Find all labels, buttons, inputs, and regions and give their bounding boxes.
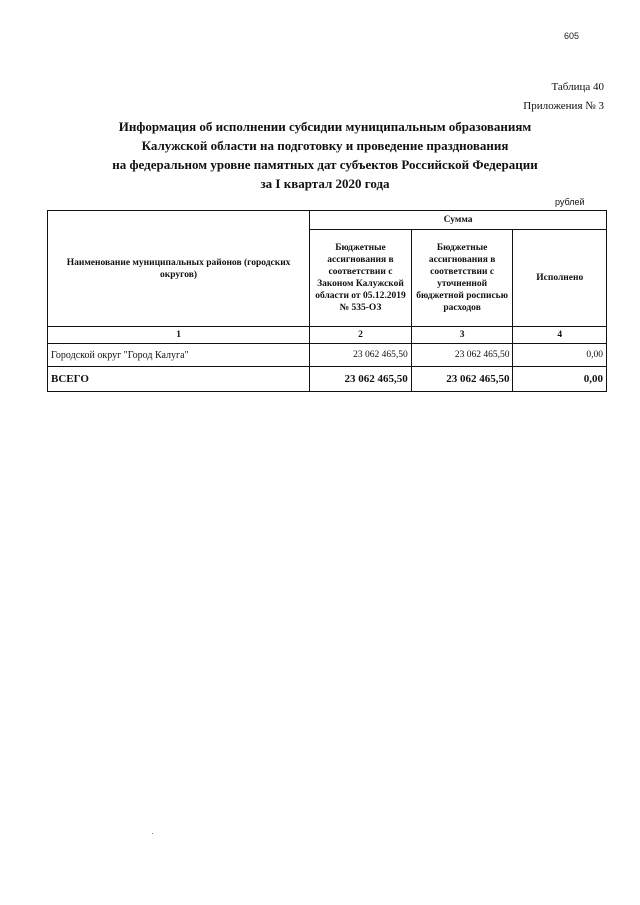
column-number: 3 <box>411 327 513 344</box>
table-number: Таблица 40 <box>551 81 604 93</box>
appendix-number: Приложения № 3 <box>523 100 604 112</box>
total-budget-refined: 23 062 465,50 <box>411 367 513 392</box>
title-line-4: за I квартал 2020 года <box>260 176 390 191</box>
column-number: 2 <box>310 327 412 344</box>
header-budget-law: Бюджетные ассигнования в соответствии с Законом Калужской области от 05.12.2019 № 535-ОЗ <box>310 230 412 327</box>
row-budget-refined: 23 062 465,50 <box>411 344 513 367</box>
table-reference <box>523 78 604 116</box>
total-budget-law: 23 062 465,50 <box>310 367 412 392</box>
row-budget-law: 23 062 465,50 <box>310 344 412 367</box>
header-budget-refined: Бюджетные ассигнования в соответствии с уточненной бюджетной росписью расходов <box>411 230 513 327</box>
total-row <box>48 367 607 392</box>
row-name: Городской округ "Город Калуга" <box>48 344 310 367</box>
header-sum: Сумма <box>310 211 607 230</box>
units-label: рублей <box>555 197 585 207</box>
subsidy-table <box>47 210 607 392</box>
scan-dot <box>152 833 153 834</box>
document-title <box>40 117 610 193</box>
header-executed: Исполнено <box>513 230 607 327</box>
table-row <box>48 344 607 367</box>
total-executed: 0,00 <box>513 367 607 392</box>
header-name: Наименование муниципальных районов (городских округов) <box>48 211 310 327</box>
total-name: ВСЕГО <box>48 367 310 392</box>
column-number: 1 <box>48 327 310 344</box>
title-line-3: на федеральном уровне памятных дат субъектов Российской Федерации <box>112 157 538 172</box>
column-number: 4 <box>513 327 607 344</box>
title-line-2: Калужской области на подготовку и проведение празднования <box>141 138 509 153</box>
row-executed: 0,00 <box>513 344 607 367</box>
page-number: 605 <box>564 31 580 41</box>
title-line-1: Информация об исполнении субсидии муниципальным образованиям <box>118 119 532 134</box>
